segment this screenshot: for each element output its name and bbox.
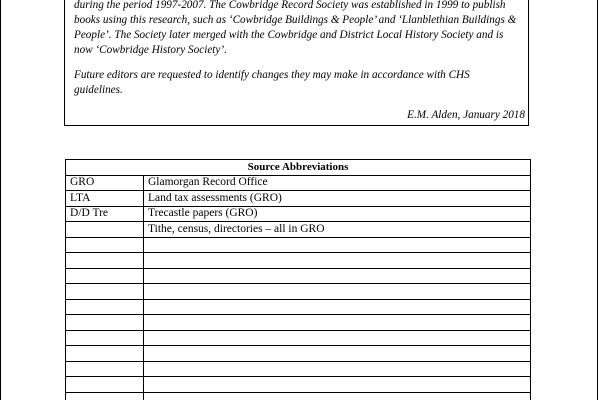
table-row — [66, 175, 531, 191]
abbreviation-cell — [66, 330, 144, 346]
table-row — [66, 206, 531, 222]
table-row — [66, 284, 531, 300]
table-row — [66, 315, 531, 331]
abbreviation-cell: GRO — [66, 175, 144, 191]
abbreviation-cell — [66, 392, 144, 400]
abbreviation-cell — [66, 377, 144, 393]
meaning-cell — [144, 346, 531, 362]
source-abbreviations-table — [65, 159, 531, 400]
abbreviation-cell — [66, 315, 144, 331]
table-row — [66, 361, 531, 377]
abbreviation-cell: D/D Tre — [66, 206, 144, 222]
abbreviation-cell: LTA — [66, 191, 144, 207]
abbreviation-cell — [66, 284, 144, 300]
table-row — [66, 392, 531, 400]
meaning-cell — [144, 284, 531, 300]
abbreviation-cell — [66, 346, 144, 362]
note-paragraph-guidelines: Future editors are requested to identify changes they may make in accordance with CHS guidelines. — [74, 69, 470, 96]
meaning-cell — [144, 315, 531, 331]
table-row — [66, 222, 531, 238]
table-row — [66, 253, 531, 269]
note-signature: E.M. Alden, January 2018 — [407, 109, 525, 121]
meaning-cell: Trecastle papers (GRO) — [144, 206, 531, 222]
meaning-cell — [144, 377, 531, 393]
meaning-cell — [144, 361, 531, 377]
table-row — [66, 346, 531, 362]
abbreviation-cell — [66, 222, 144, 238]
table-row — [66, 268, 531, 284]
table-body — [66, 175, 531, 400]
abbreviation-cell — [66, 237, 144, 253]
table-row — [66, 299, 531, 315]
editor-note-box — [64, 0, 529, 126]
note-paragraph-history: during the period 1997-2007. The Cowbridge Record Society was established in 1999 to publish books using this research, such as ‘Cowbridge Buildings & People’ and ‘Llanblethian Buildings & People’. The Society later merged with the Cowbridge and District Local History Society and is now ‘Cowbridge History Society’. — [74, 0, 517, 56]
table-title: Source Abbreviations — [66, 160, 531, 176]
meaning-cell — [144, 299, 531, 315]
table-header-row — [66, 160, 531, 176]
meaning-cell — [144, 253, 531, 269]
abbreviation-cell — [66, 268, 144, 284]
meaning-cell — [144, 392, 531, 400]
abbreviation-cell — [66, 361, 144, 377]
table-row — [66, 237, 531, 253]
table-row — [66, 330, 531, 346]
meaning-cell — [144, 330, 531, 346]
meaning-cell: Tithe, census, directories – all in GRO — [144, 222, 531, 238]
table-row — [66, 377, 531, 393]
meaning-cell — [144, 268, 531, 284]
meaning-cell: Land tax assessments (GRO) — [144, 191, 531, 207]
abbreviation-cell — [66, 253, 144, 269]
meaning-cell — [144, 237, 531, 253]
meaning-cell: Glamorgan Record Office — [144, 175, 531, 191]
abbreviation-cell — [66, 299, 144, 315]
table-row — [66, 191, 531, 207]
